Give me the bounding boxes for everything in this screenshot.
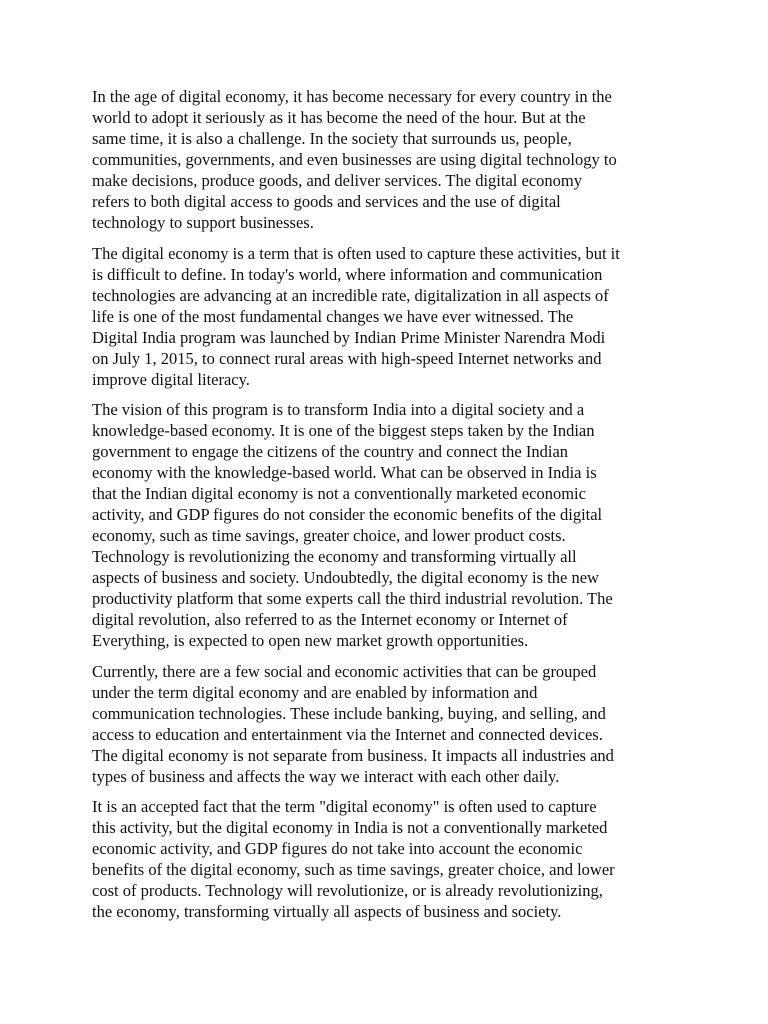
text-line: is difficult to define. In today's world, where information and communication [92,264,603,284]
text-line: access to education and entertainment via the Internet and connected devices. [92,724,603,744]
text-line: It is an accepted fact that the term "digital economy" is often used to capture [92,797,597,816]
text-line: refers to both digital access to goods and services and the use of digital [92,192,561,211]
text-line: aspects of business and society. Undoubtedly, the digital economy is the new [92,568,599,587]
text-line: activity, and GDP figures do not consider the economic benefits of the digital [92,505,603,524]
text-line: communication technologies. These include banking, buying, and selling, and [92,703,606,723]
text-line: economy with the knowledge-based world. What can be observed in India is [92,463,597,482]
text-line: The vision of this program is to transform India into a digital society and a [92,400,585,419]
text-line: technologies are advancing at an incredible rate, digitalization in all aspects of [92,285,609,305]
text-line: cost of products. Technology will revolutionize, or is already revolutionizing, [92,881,603,900]
text-line: Currently, there are a few social and economic activities that can be grouped [92,661,597,681]
paragraph-1 [92,86,768,233]
text-line: economic activity, and GDP figures do not take into account the economic [92,839,583,858]
text-line: digital revolution, also referred to as the Internet economy or Internet of [92,610,568,629]
text-line: knowledge-based economy. It is one of the biggest steps taken by the Indian [92,421,595,440]
text-line: that the Indian digital economy is not a conventionally marketed economic [92,484,586,503]
text-line: make decisions, produce goods, and deliver services. The digital economy [92,171,582,190]
text-line: on July 1, 2015, to connect rural areas with high-speed Internet networks and [92,348,602,368]
text-line: economy, such as time savings, greater choice, and lower product costs. [92,526,566,545]
text-line: life is one of the most fundamental changes we have ever witnessed. The [92,306,574,326]
text-line: productivity platform that some experts call the third industrial revolution. The [92,589,613,608]
text-line: In the age of digital economy, it has become necessary for every country in the [92,87,612,106]
text-line: the economy, transforming virtually all aspects of business and society. [92,902,562,921]
paragraph-5 [92,796,768,922]
text-line: this activity, but the digital economy in India is not a conventionally marketed [92,818,608,837]
paragraph-3 [92,399,768,651]
text-line: same time, it is also a challenge. In the society that surrounds us, people, [92,129,572,148]
text-line: The digital economy is not separate from business. It impacts all industries and [92,745,614,765]
text-line: Digital India program was launched by Indian Prime Minister Narendra Modi [92,327,606,347]
text-line: benefits of the digital economy, such as time savings, greater choice, and lower [92,860,615,879]
paragraph-4 [92,661,768,787]
text-line: The digital economy is a term that is often used to capture these activities, but it [92,243,620,263]
text-line: world to adopt it seriously as it has become the need of the hour. But at the [92,108,586,127]
text-line: government to engage the citizens of the country and connect the Indian [92,442,569,461]
text-line: improve digital literacy. [92,369,250,389]
text-line: Technology is revolutionizing the economy and transforming virtually all [92,547,577,566]
text-line: under the term digital economy and are enabled by information and [92,682,538,702]
text-line: communities, governments, and even businesses are using digital technology to [92,150,617,169]
paragraph-2 [92,243,768,390]
text-line: Everything, is expected to open new market growth opportunities. [92,631,529,650]
text-line: types of business and affects the way we interact with each other daily. [92,766,560,786]
text-line: technology to support businesses. [92,213,314,232]
